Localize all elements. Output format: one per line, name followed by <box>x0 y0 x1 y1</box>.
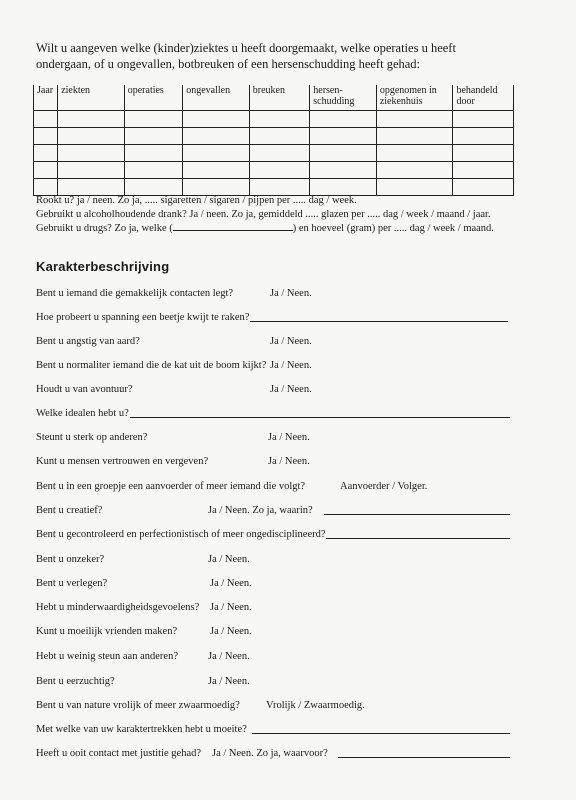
answer-9[interactable]: Ja / Neen. Zo ja, waarin? <box>208 505 313 516</box>
answer-line-10[interactable] <box>326 528 510 539</box>
table-cell[interactable] <box>376 179 453 196</box>
question-15: Hebt u weinig steun aan anderen? <box>36 651 178 662</box>
table-cell[interactable] <box>249 128 310 145</box>
question-12: Bent u verlegen? <box>36 578 108 589</box>
table-cell[interactable] <box>124 111 182 128</box>
question-13: Hebt u minderwaardigheidsgevoelens? <box>36 602 200 613</box>
table-cell[interactable] <box>34 111 58 128</box>
table-row <box>34 111 514 128</box>
section-title: Karakterbeschrijving <box>36 259 170 274</box>
question-8: Bent u in een groepje een aanvoerder of meer iemand die volgt? <box>36 481 306 492</box>
answer-line-5[interactable] <box>130 407 510 418</box>
question-19: Heeft u ooit contact met justitie gehad? <box>36 748 202 759</box>
table-cell[interactable] <box>58 128 125 145</box>
drugs-question <box>36 221 556 236</box>
table-header-row <box>34 85 514 111</box>
table-cell[interactable] <box>58 145 125 162</box>
table-cell[interactable] <box>124 128 182 145</box>
answer-15[interactable]: Ja / Neen. <box>208 651 250 662</box>
question-6: Steunt u sterk op anderen? <box>36 432 148 443</box>
table-cell[interactable] <box>124 179 182 196</box>
answer-14[interactable]: Ja / Neen. <box>210 626 252 637</box>
table-cell[interactable] <box>183 162 250 179</box>
table-cell[interactable] <box>249 145 310 162</box>
table-cell[interactable] <box>310 179 377 196</box>
answer-line-18[interactable] <box>252 723 510 734</box>
intro-line-2: ondergaan, of u ongevallen, botbreuken of een hersenschudding heeft gehad: <box>36 57 421 71</box>
answer-11[interactable]: Ja / Neen. <box>208 554 250 565</box>
header-ongevallen: ongevallen <box>183 85 250 111</box>
table-cell[interactable] <box>376 145 453 162</box>
question-2: Bent u angstig van aard? <box>36 336 140 347</box>
table-cell[interactable] <box>453 145 514 162</box>
table-cell[interactable] <box>453 111 514 128</box>
answer-6[interactable]: Ja / Neen. <box>268 432 310 443</box>
answer-3[interactable]: Ja / Neen. <box>270 360 312 371</box>
question-16: Bent u eerzuchtig? <box>36 676 115 687</box>
drugs-blank[interactable] <box>173 221 293 231</box>
header-hersenschudding: hersen- schudding <box>310 85 377 111</box>
question-14: Kunt u moeilijk vrienden maken? <box>36 626 178 637</box>
answer-line-19[interactable] <box>338 747 510 758</box>
table-cell[interactable] <box>310 111 377 128</box>
header-opgenomen: opgenomen in ziekenhuis <box>376 85 453 111</box>
answer-7[interactable]: Ja / Neen. <box>268 456 310 467</box>
table-cell[interactable] <box>58 179 125 196</box>
table-cell[interactable] <box>34 162 58 179</box>
alcohol-question: Gebruikt u alcoholhoudende drank? Ja / neen. Zo ja, gemiddeld ..... glazen per ..... dag / week / maand / jaar. <box>36 208 491 220</box>
drugs-suffix: ) en hoeveel (gram) per ..... dag / week / maand. <box>292 223 494 234</box>
question-0: Bent u iemand die gemakkelijk contacten legt? <box>36 288 234 299</box>
header-operaties: operaties <box>124 85 182 111</box>
table-cell[interactable] <box>34 128 58 145</box>
table-cell[interactable] <box>453 179 514 196</box>
substance-questions <box>36 194 556 236</box>
answer-12[interactable]: Ja / Neen. <box>210 578 252 589</box>
answer-2[interactable]: Ja / Neen. <box>270 336 312 347</box>
table-cell[interactable] <box>58 162 125 179</box>
table-cell[interactable] <box>453 162 514 179</box>
answer-13[interactable]: Ja / Neen. <box>210 602 252 613</box>
header-jaar: Jaar <box>34 85 58 111</box>
question-7: Kunt u mensen vertrouwen en vergeven? <box>36 456 209 467</box>
table-cell[interactable] <box>183 128 250 145</box>
drugs-prefix: Gebruikt u drugs? Zo ja, welke ( <box>36 223 173 234</box>
answer-19[interactable]: Ja / Neen. Zo ja, waarvoor? <box>212 748 328 759</box>
question-9: Bent u creatief? <box>36 505 103 516</box>
table-cell[interactable] <box>34 179 58 196</box>
answer-4[interactable]: Ja / Neen. <box>270 384 312 395</box>
table-row <box>34 145 514 162</box>
table-row <box>34 179 514 196</box>
intro-line-1: Wilt u aangeven welke (kinder)ziektes u heeft doorgemaakt, welke operaties u heeft <box>36 41 456 55</box>
answer-line-1[interactable] <box>250 311 508 322</box>
smoking-question: Rookt u? ja / neen. Zo ja, ..... sigaretten / sigaren / pijpen per ..... dag / week. <box>36 195 357 206</box>
question-1: Hoe probeert u spanning een beetje kwijt te raken? <box>36 312 250 323</box>
question-18: Met welke van uw karaktertrekken hebt u moeite? <box>36 724 247 735</box>
header-ziekten: ziekten <box>58 85 125 111</box>
table-cell[interactable] <box>183 179 250 196</box>
table-cell[interactable] <box>310 145 377 162</box>
table-cell[interactable] <box>249 162 310 179</box>
table-cell[interactable] <box>58 111 125 128</box>
table-cell[interactable] <box>183 145 250 162</box>
question-11: Bent u onzeker? <box>36 554 105 565</box>
answer-8[interactable]: Aanvoerder / Volger. <box>340 481 428 492</box>
question-3: Bent u normaliter iemand die de kat uit de boom kijkt? <box>36 360 267 371</box>
table-cell[interactable] <box>376 111 453 128</box>
table-cell[interactable] <box>310 128 377 145</box>
intro-text <box>36 40 536 72</box>
question-10: Bent u gecontroleerd en perfectionistisch of meer ongedisciplineerd? <box>36 529 326 540</box>
medical-history-table <box>33 85 514 196</box>
table-cell[interactable] <box>34 145 58 162</box>
question-4: Houdt u van avontuur? <box>36 384 133 395</box>
header-breuken: breuken <box>249 85 310 111</box>
table-cell[interactable] <box>310 162 377 179</box>
table-cell[interactable] <box>183 111 250 128</box>
table-cell[interactable] <box>453 128 514 145</box>
table-cell[interactable] <box>249 111 310 128</box>
question-5: Welke idealen hebt u? <box>36 408 129 419</box>
answer-0[interactable]: Ja / Neen. <box>270 288 312 299</box>
table-cell[interactable] <box>124 145 182 162</box>
header-behandeld: behandeld door <box>453 85 514 111</box>
answer-line-9[interactable] <box>324 504 510 515</box>
table-row <box>34 162 514 179</box>
table-row <box>34 128 514 145</box>
answer-16[interactable]: Ja / Neen. <box>208 676 250 687</box>
table-cell[interactable] <box>376 162 453 179</box>
question-17: Bent u van nature vrolijk of meer zwaarmoedig? <box>36 700 240 711</box>
table-cell[interactable] <box>376 128 453 145</box>
table-cell[interactable] <box>124 162 182 179</box>
answer-17[interactable]: Vrolijk / Zwaarmoedig. <box>266 700 365 711</box>
table-cell[interactable] <box>249 179 310 196</box>
